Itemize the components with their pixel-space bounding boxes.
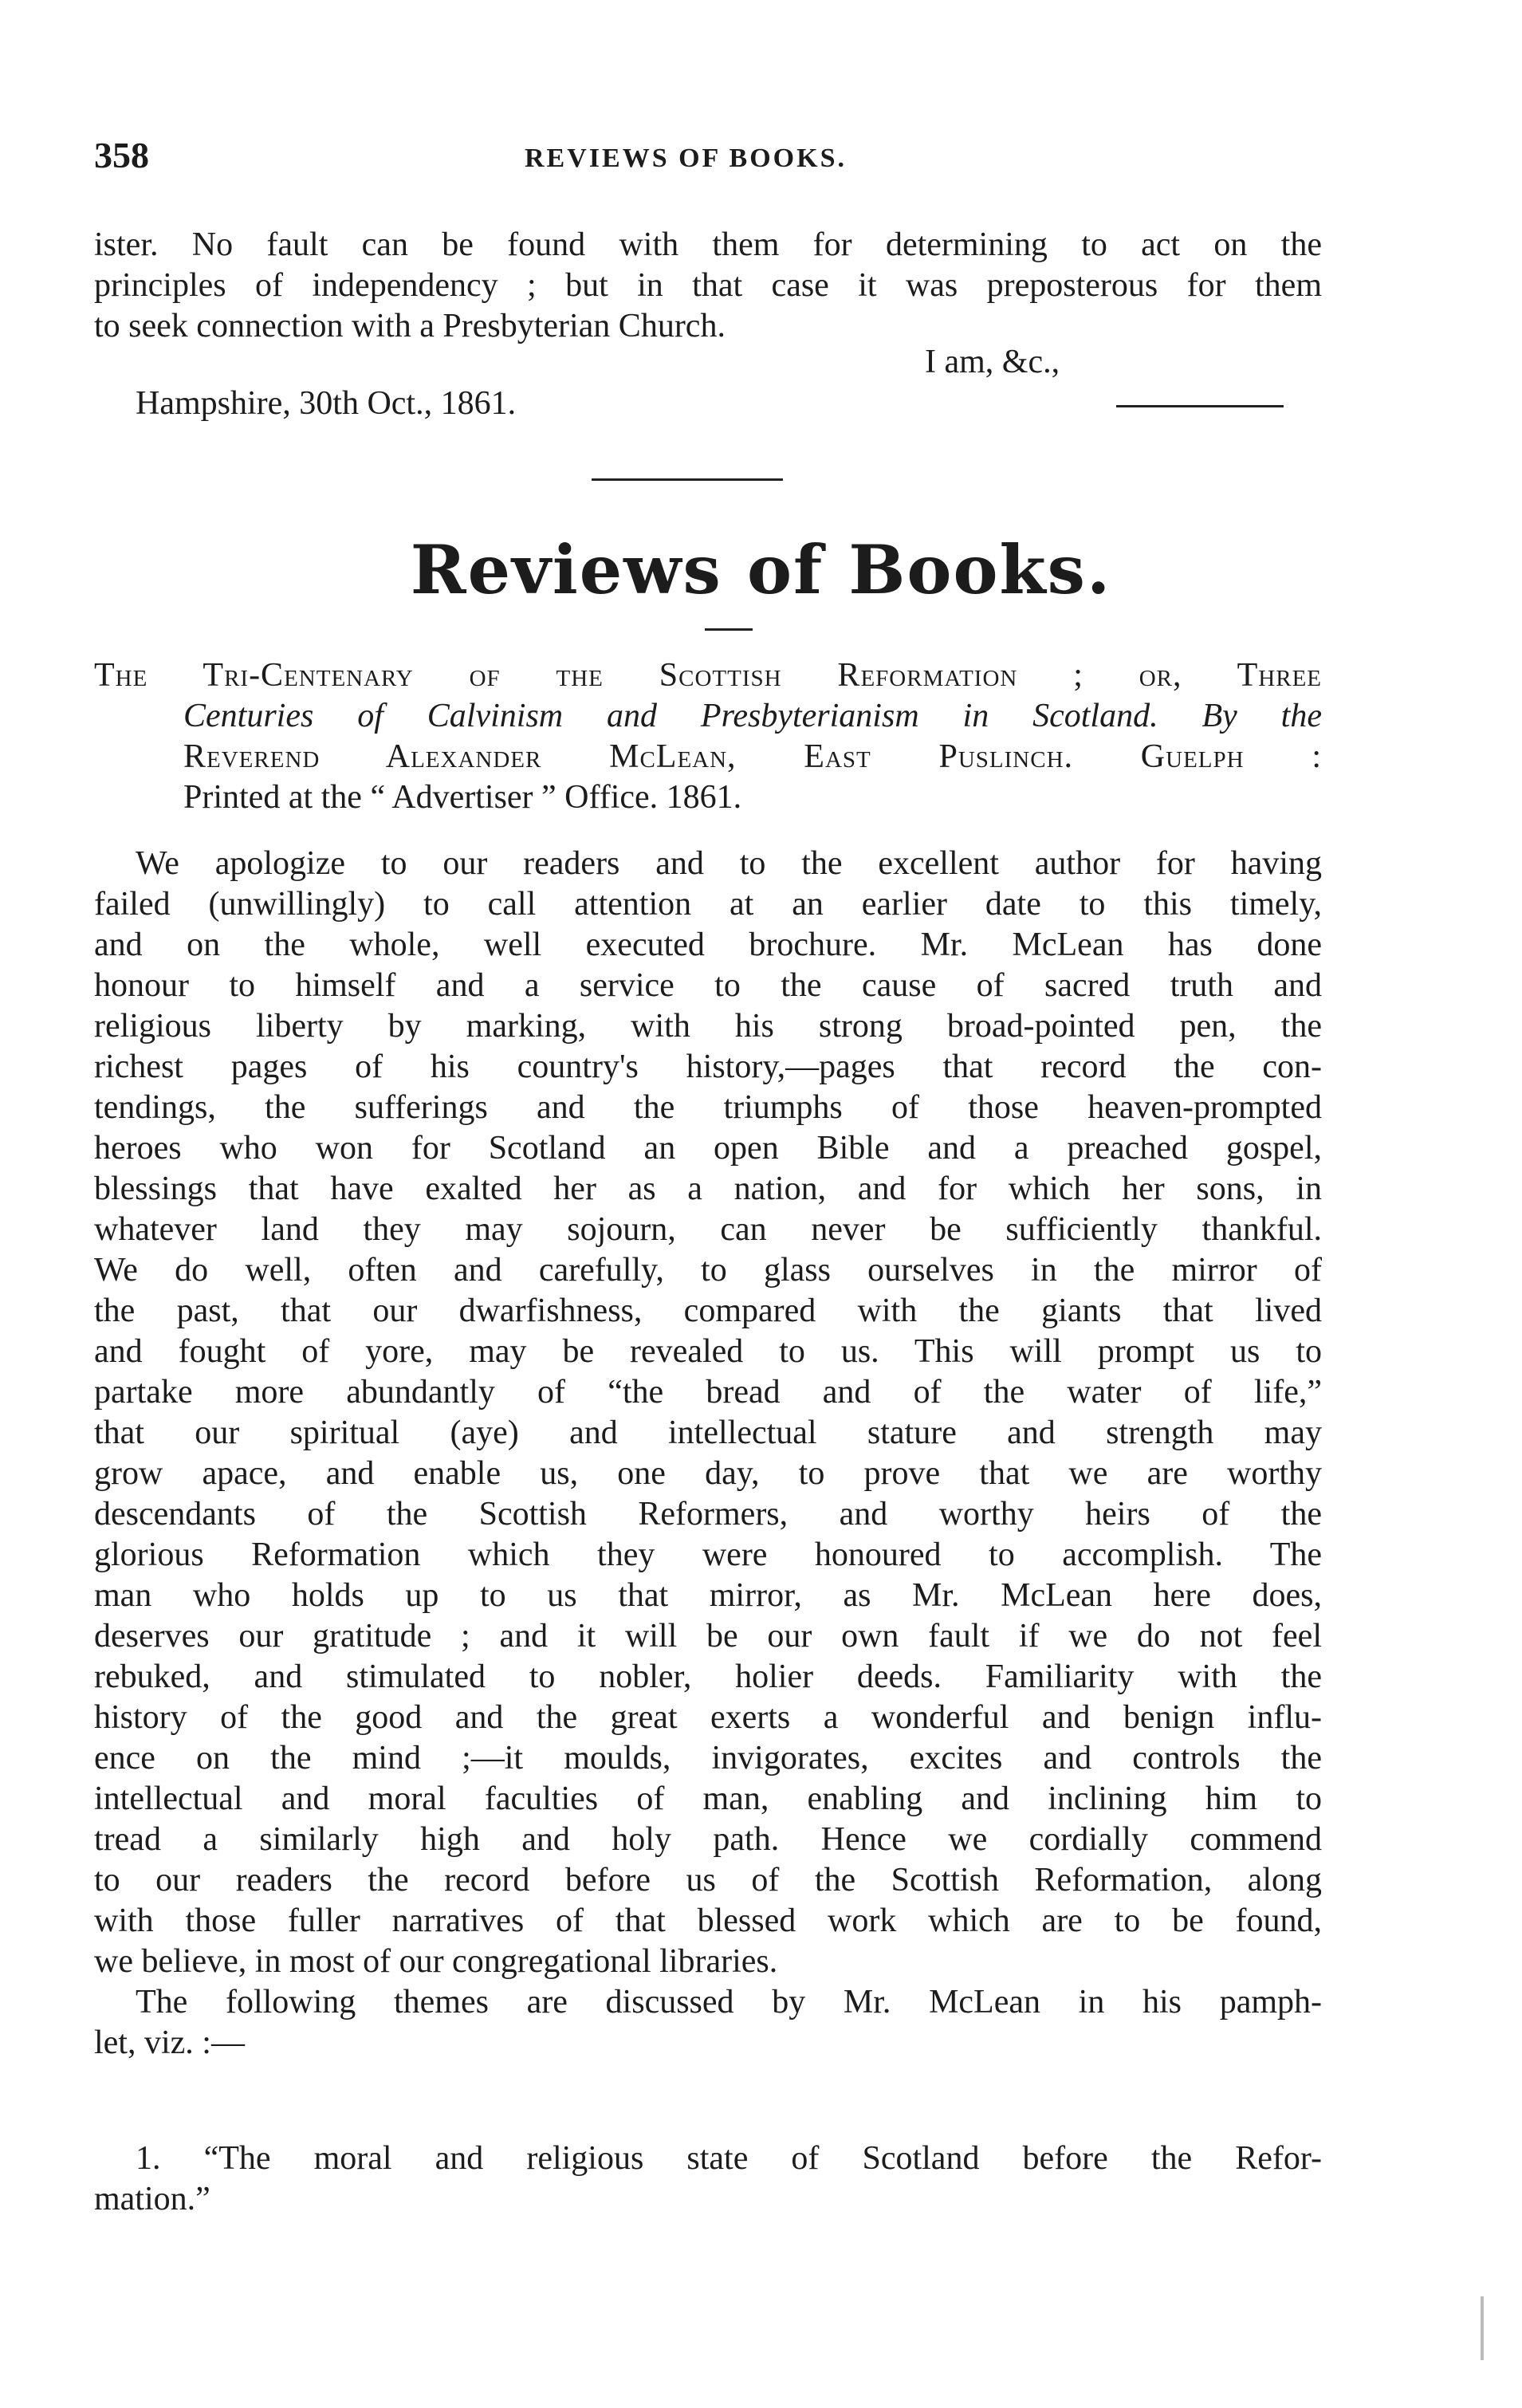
review-line: descendants of the Scottish Reformers, and worthy heirs of the: [94, 1496, 1322, 1533]
review-line: glorious Reformation which they were honoured to accomplish. The: [94, 1536, 1322, 1573]
review-line: and on the whole, well executed brochure. Mr. McLean has done: [94, 927, 1322, 963]
review-line: we believe, in most of our congregational libraries.: [94, 1943, 778, 1980]
letter-signoff: I am, &c.,: [925, 344, 1060, 380]
review-line: tread a similarly high and holy path. Hence we cordially commend: [94, 1821, 1322, 1858]
review-line: We apologize to our readers and to the excellent author for having: [136, 845, 1322, 882]
review-line: and fought of yore, may be revealed to us. This will prompt us to: [94, 1333, 1322, 1370]
review-line: let, viz. :—: [94, 2024, 245, 2061]
review-line: intellectual and moral faculties of man, enabling and inclining him to: [94, 1780, 1322, 1817]
review-line: richest pages of his country's history,—pages that record the con-: [94, 1049, 1322, 1085]
text-line: principles of independency ; but in that case it was preposterous for them: [94, 267, 1322, 304]
review-body: [94, 844, 1322, 2064]
separator-rule: [592, 478, 783, 481]
review-line: The following themes are discussed by Mr. McLean in his pamph-: [136, 1984, 1322, 2020]
review-line: heroes who won for Scotland an open Bible and a preached gospel,: [94, 1130, 1322, 1167]
review-line: deserves our gratitude ; and it will be our own fault if we do not feel: [94, 1618, 1322, 1655]
review-line: grow apace, and enable us, one day, to prove that we are worthy: [94, 1455, 1322, 1492]
book-citation: [94, 655, 1322, 818]
text-line: to seek connection with a Presbyterian Church.: [94, 308, 726, 344]
theme-line: 1. “The moral and religious state of Scotland before the Refor-: [136, 2140, 1322, 2177]
review-line: tendings, the sufferings and the triumphs of those heaven-prompted: [94, 1089, 1322, 1126]
scan-margin-mark: [1481, 2296, 1484, 2360]
theme-list-item: [94, 2138, 1322, 2220]
review-line: that our spiritual (aye) and intellectual stature and strength may: [94, 1415, 1322, 1451]
review-line: rebuked, and stimulated to nobler, holier deeds. Familiarity with the: [94, 1658, 1322, 1695]
page-number: 358: [94, 135, 149, 175]
review-line: man who holds up to us that mirror, as Mr. McLean here does,: [94, 1577, 1322, 1614]
theme-line: mation.”: [94, 2181, 210, 2217]
section-title: Reviews of Books.: [410, 530, 1112, 609]
citation-line: The Tri-Centenary of the Scottish Reformation ; or, Three: [94, 657, 1322, 694]
review-line: We do well, often and carefully, to glass ourselves in the mirror of: [94, 1252, 1322, 1289]
page-header: [94, 134, 1355, 190]
signature-dash: [1116, 405, 1284, 407]
review-line: blessings that have exalted her as a nation, and for which her sons, in: [94, 1171, 1322, 1207]
review-line: whatever land they may sojourn, can never be sufficiently thankful.: [94, 1211, 1322, 1248]
letter-dateline: Hampshire, 30th Oct., 1861.: [136, 385, 517, 422]
review-line: ence on the mind ;—it moulds, invigorates, excites and controls the: [94, 1740, 1322, 1776]
review-line: history of the good and the great exerts a wonderful and benign influ-: [94, 1699, 1322, 1736]
text-line: ister. No fault can be found with them for determining to act on the: [94, 226, 1322, 263]
review-line: religious liberty by marking, with his strong broad-pointed pen, the: [94, 1008, 1322, 1045]
review-line: partake more abundantly of “the bread and of the water of life,”: [94, 1374, 1322, 1411]
previous-letter-text: [94, 225, 1322, 347]
title-rule: [705, 628, 753, 631]
citation-line: Reverend Alexander McLean, East Puslinch. Guelph :: [183, 738, 1322, 775]
review-line: the past, that our dwarfishness, compared with the giants that lived: [94, 1293, 1322, 1329]
citation-line: Centuries of Calvinism and Presbyterianism in Scotland. By the: [183, 698, 1322, 734]
review-line: failed (unwillingly) to call attention at an earlier date to this timely,: [94, 886, 1322, 923]
citation-line: Printed at the “ Advertiser ” Office. 1861.: [183, 779, 742, 816]
running-head: REVIEWS OF BOOKS.: [525, 144, 847, 173]
review-line: to our readers the record before us of the Scottish Reformation, along: [94, 1862, 1322, 1898]
review-line: honour to himself and a service to the cause of sacred truth and: [94, 967, 1322, 1004]
review-line: with those fuller narratives of that blessed work which are to be found,: [94, 1902, 1322, 1939]
